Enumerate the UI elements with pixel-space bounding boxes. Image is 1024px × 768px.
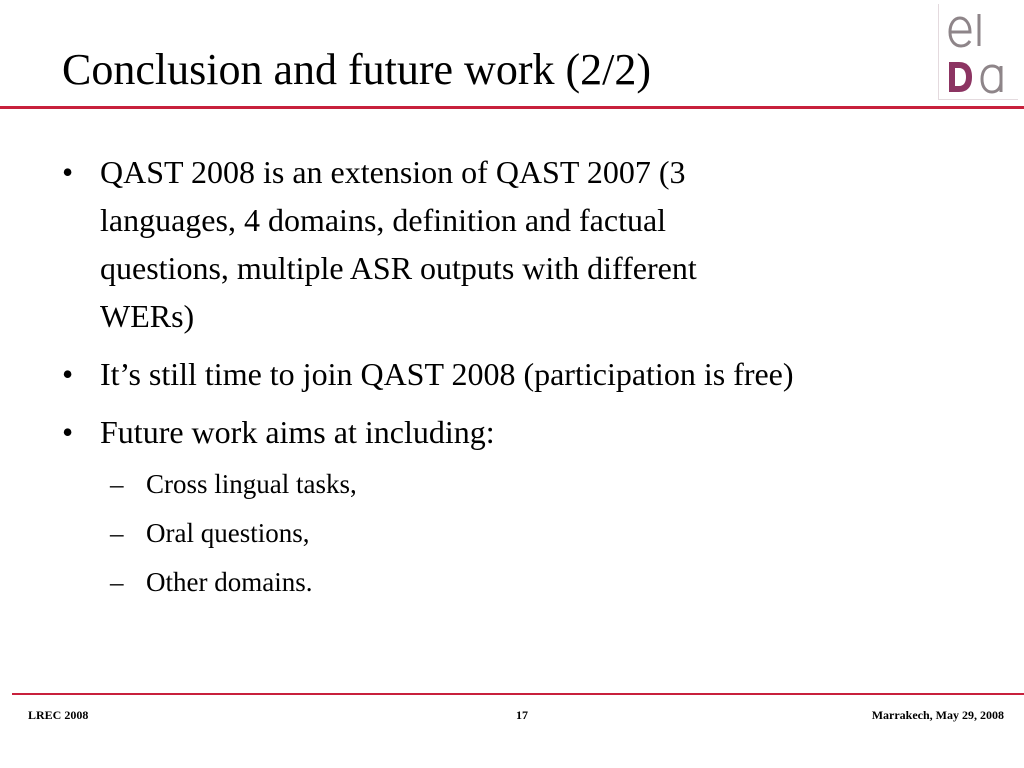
sub-item-other-domains: Other domains. — [146, 567, 313, 597]
bullet-marker: • — [62, 356, 74, 392]
sub-bullet-dash: – — [110, 469, 124, 499]
bullet-1-line-1: QAST 2008 is an extension of QAST 2007 (3 — [100, 154, 686, 190]
bullet-2-text: It’s still time to join QAST 2008 (participation is free) — [100, 356, 794, 392]
slide-title: Conclusion and future work (2/2) — [62, 45, 651, 94]
footer-divider — [12, 693, 1024, 695]
bullet-1-line-3: questions, multiple ASR outputs with different — [100, 250, 697, 286]
footer-location-date: Marrakech, May 29, 2008 — [871, 708, 1004, 722]
elda-logo — [938, 4, 1018, 100]
elda-logo-icon — [939, 4, 1019, 100]
sub-bullet-dash: – — [110, 518, 124, 548]
bullet-3-text: Future work aims at including: — [100, 414, 495, 450]
bullet-1-line-4: WERs) — [100, 298, 195, 334]
sub-bullet-dash: – — [110, 567, 124, 597]
sub-item-cross-lingual: Cross lingual tasks, — [146, 469, 357, 499]
title-divider — [0, 106, 1024, 109]
footer-page-number: 17 — [516, 708, 528, 722]
sub-item-oral-questions: Oral questions, — [146, 518, 310, 548]
footer-conference: LREC 2008 — [28, 708, 89, 722]
bullet-marker: • — [62, 414, 74, 450]
bullet-marker: • — [62, 154, 74, 190]
bullet-1-line-2: languages, 4 domains, definition and factual — [100, 202, 667, 238]
